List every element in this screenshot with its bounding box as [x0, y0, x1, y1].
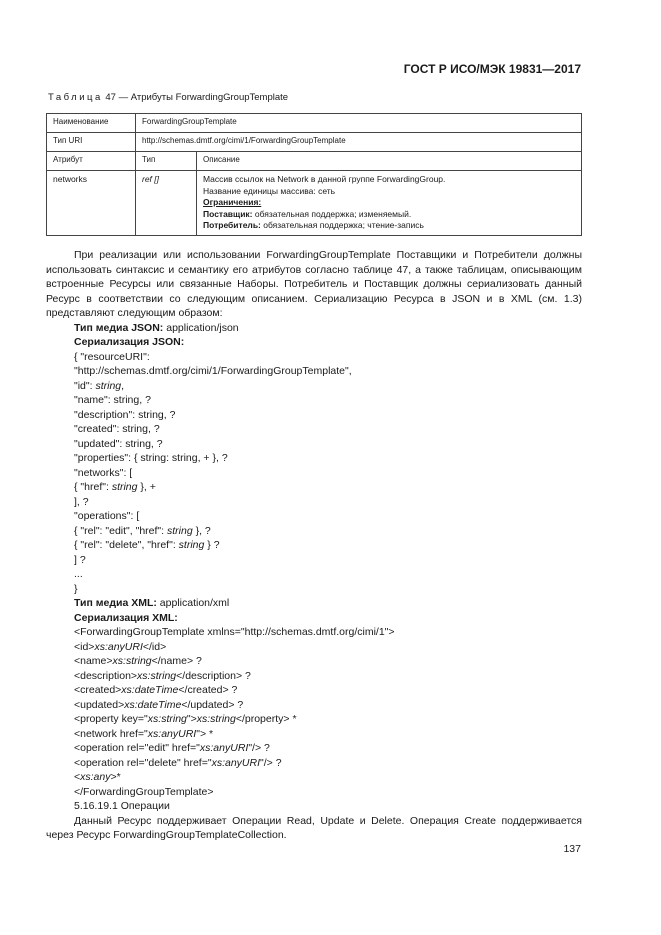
xml-seg: </updated> ?: [181, 698, 244, 711]
type-networks: ref []: [136, 171, 197, 236]
json-line: ], ?: [74, 495, 89, 508]
xml-type: xs:anyURI: [211, 756, 261, 769]
name-label: Наименование: [47, 114, 136, 133]
xml-type: xs:string: [147, 713, 187, 725]
xml-seg: "/> ?: [260, 756, 282, 769]
xml-type: xs:string: [196, 713, 236, 725]
xml-line: [46, 698, 582, 713]
xml-type: xs:anyURI: [94, 640, 143, 653]
xml-type: xs:dateTime: [124, 698, 182, 711]
xml-seg: <updated>: [74, 698, 125, 711]
main-text: [46, 248, 582, 843]
xml-line: </ForwardingGroupTemplate>: [74, 785, 214, 798]
xml-type: xs:anyURI: [147, 727, 197, 740]
json-line: "updated": string, ?: [74, 437, 163, 450]
xml-seg: <operation rel="edit" href=": [74, 742, 200, 754]
json-line: [46, 480, 582, 495]
table-caption: [48, 92, 288, 103]
xml-line: [46, 669, 582, 684]
xml-seg: ">: [186, 713, 197, 725]
xml-line: [46, 770, 582, 785]
json-serial-label: Сериализация JSON:: [74, 336, 185, 348]
intro-paragraph: При реализации или использовании ForwardingGroupTemplate Поставщики и Потребители должны использовать синтаксис и семантику его атрибутов согласно таблице 47, а также таблицам, описывающим встроенные Ресурсы или связанные Наборы. Потребитель и Поставщик должны сериализовать данный Ресурс в соответствии со следующим описанием. Сериализацию Ресурса в JSON и в XML (см. 1.3) представляют следующим образом:: [46, 249, 582, 319]
xml-seg: <network href=": [74, 727, 148, 740]
standard-header: ГОСТ Р ИСО/МЭК 19831—2017: [403, 62, 581, 76]
caption-prefix: Таблица: [48, 92, 103, 103]
json-type: string: [111, 481, 138, 493]
xml-type: xs:string: [112, 655, 152, 667]
json-line: "properties": { string: string, + }, ?: [74, 452, 228, 464]
col-attr-header: Атрибут: [47, 152, 136, 171]
xml-line: [46, 741, 582, 756]
xml-serial-label: Сериализация XML:: [74, 611, 178, 624]
consumer-line: [203, 220, 575, 232]
xml-type: xs:anyURI: [199, 742, 249, 754]
xml-seg: <id>: [74, 640, 95, 653]
desc-line: Массив ссылок на Network в данной группе ForwardingGroup.: [203, 174, 446, 184]
json-seg: }, +: [137, 481, 156, 493]
operations-paragraph: Данный Ресурс поддерживает Операции Read, Update и Delete. Операция Create поддерживается через Ресурс ForwardingGroupTemplateCollection.: [46, 814, 582, 841]
xml-seg: "/> ?: [248, 742, 270, 754]
uri-value: http://schemas.dmtf.org/cimi/1/ForwardingGroupTemplate: [136, 133, 582, 152]
page-number: 137: [563, 843, 581, 855]
table-row: [47, 152, 582, 171]
provider-text: обязательная поддержка; изменяемый.: [254, 208, 412, 219]
desc-networks: [197, 171, 582, 236]
constraints-label: Ограничения:: [203, 197, 262, 207]
name-value: ForwardingGroupTemplate: [136, 114, 582, 133]
provider-line: [203, 209, 575, 221]
json-line: }: [74, 582, 78, 595]
attr-networks: networks: [47, 171, 136, 236]
json-type: string: [95, 379, 122, 392]
xml-seg: "> *: [196, 727, 214, 740]
xml-type: xs:string: [137, 669, 177, 682]
xml-line: [46, 640, 582, 655]
json-line: [46, 538, 582, 553]
json-media-label: Тип медиа JSON:: [74, 321, 164, 334]
xml-type: xs:dateTime: [121, 684, 179, 696]
xml-seg: </name> ?: [151, 655, 202, 667]
table-row: [47, 133, 582, 152]
json-seg: { "rel": "delete", "href":: [74, 539, 179, 551]
json-line: [46, 524, 582, 539]
table-row: [47, 171, 582, 236]
xml-media-value: application/xml: [159, 597, 230, 609]
xml-seg: <name>: [74, 655, 113, 667]
json-line: "created": string, ?: [74, 423, 160, 435]
json-seg: { "href":: [74, 481, 112, 493]
xml-line: [46, 727, 582, 742]
consumer-label: Потребитель:: [203, 220, 261, 230]
json-type: string: [178, 539, 205, 551]
xml-line: [46, 756, 582, 771]
json-line: "networks": [: [74, 466, 133, 479]
json-line: ...: [74, 568, 83, 580]
json-line: "operations": [: [74, 510, 140, 522]
xml-seg: <property key=": [74, 713, 148, 725]
table-row: [47, 114, 582, 133]
json-seg: "id":: [74, 379, 96, 392]
xml-line: <ForwardingGroupTemplate xmlns="http://schemas.dmtf.org/cimi/1">: [74, 626, 395, 638]
xml-media-label: Тип медиа XML:: [74, 597, 157, 609]
uri-label: Тип URI: [47, 133, 136, 152]
json-seg: }, ?: [192, 524, 211, 537]
xml-media-line: [46, 596, 582, 611]
json-line: [46, 379, 582, 394]
json-line: "http://schemas.dmtf.org/cimi/1/ForwardingGroupTemplate",: [74, 365, 352, 377]
xml-seg: <created>: [74, 684, 122, 696]
xml-line: [46, 654, 582, 669]
provider-label: Поставщик:: [203, 208, 253, 219]
col-desc-header: Описание: [197, 152, 582, 171]
attributes-table: [46, 113, 582, 236]
json-seg: ,: [121, 379, 125, 392]
xml-line: [46, 683, 582, 698]
xml-seg: >*: [110, 771, 121, 783]
xml-seg: </id>: [142, 640, 167, 653]
col-type-header: Тип: [136, 152, 197, 171]
xml-seg: <: [74, 771, 81, 783]
json-line: ] ?: [74, 553, 86, 566]
xml-seg: </property> *: [235, 713, 297, 725]
desc-line: Название единицы массива: сеть: [203, 185, 336, 196]
json-seg: } ?: [204, 539, 220, 551]
section-heading: 5.16.19.1 Операции: [74, 800, 170, 812]
xml-line: [46, 712, 582, 727]
caption-text: 47 — Атрибуты ForwardingGroupTemplate: [105, 92, 289, 103]
json-media-value: application/json: [166, 321, 239, 334]
json-media-line: [46, 321, 582, 336]
json-line: "name": string, ?: [74, 394, 151, 406]
xml-seg: </created> ?: [178, 684, 238, 696]
xml-seg: </description> ?: [176, 669, 251, 682]
xml-seg: <description>: [74, 669, 138, 682]
json-line: "description": string, ?: [74, 408, 176, 421]
xml-seg: <operation rel="delete" href=": [74, 756, 212, 769]
json-seg: { "rel": "edit", "href":: [74, 524, 167, 537]
json-line: { "resourceURI":: [74, 350, 150, 363]
consumer-text: обязательная поддержка; чтение-запись: [263, 220, 424, 230]
json-type: string: [166, 524, 193, 537]
xml-type: xs:any: [80, 771, 111, 783]
